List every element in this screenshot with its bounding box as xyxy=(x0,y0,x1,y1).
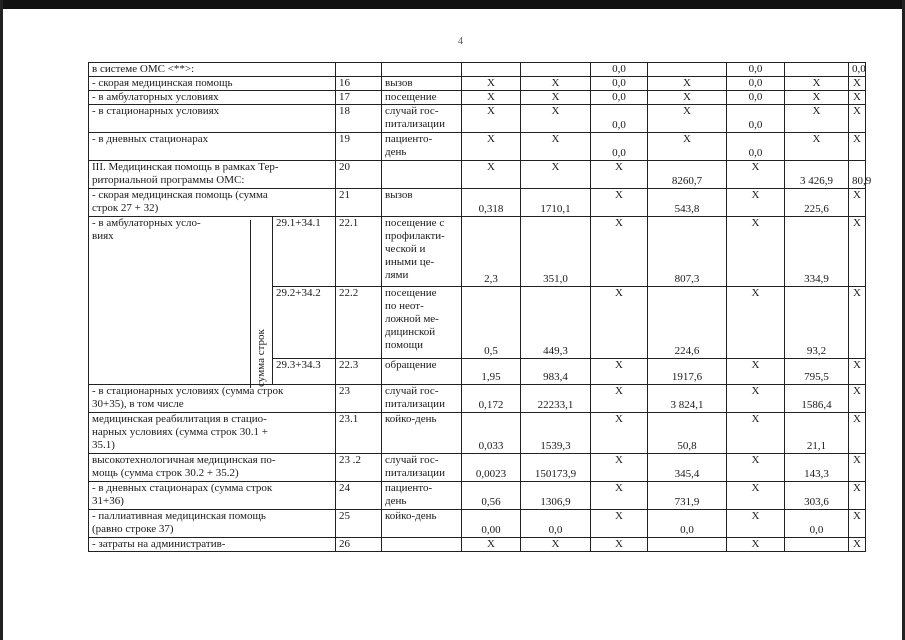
row-line: 23.1 xyxy=(336,413,382,454)
row-value: Х xyxy=(849,413,866,454)
row-name: - затраты на административ- xyxy=(89,538,336,552)
row-value: Х xyxy=(591,217,648,287)
row-value xyxy=(785,63,849,77)
row-name: в системе ОМС <**>: xyxy=(89,63,336,77)
row-name: - скорая медицинская помощь (сумма строк 27 + 32) xyxy=(89,189,336,217)
row-value: 1917,6 xyxy=(648,359,727,385)
row-value: Х xyxy=(521,538,591,552)
page-number: 4 xyxy=(458,36,463,47)
row-value: 2,3 xyxy=(462,217,521,287)
row-value: 807,3 xyxy=(648,217,727,287)
row-name: медицинская реабилитация в стацио- нарных условиях (сумма строк 30.1 + 35.1) xyxy=(89,413,336,454)
row-line: 22.3 xyxy=(336,359,382,385)
row-value: 1586,4 xyxy=(785,385,849,413)
table-row xyxy=(89,538,866,552)
row-name: - в дневных стационарах (сумма строк 31+36) xyxy=(89,482,336,510)
row-line: 24 xyxy=(336,482,382,510)
row-unit: койко-день xyxy=(382,413,462,454)
row-value: Х xyxy=(591,287,648,359)
row-value: Х xyxy=(727,161,785,189)
row-unit: посещение с профилакти- ческой и иными це- лями xyxy=(382,217,462,287)
row-value: 351,0 xyxy=(521,217,591,287)
row-unit xyxy=(382,161,462,189)
row-unit: вызов xyxy=(382,77,462,91)
row-unit: пациенто- день xyxy=(382,133,462,161)
row-sub: 29.1+34.1 xyxy=(273,217,336,287)
row-value: 0,0 xyxy=(591,63,648,77)
row-unit: вызов xyxy=(382,189,462,217)
row-value: Х xyxy=(591,538,648,552)
row-value xyxy=(785,538,849,552)
row-value: Х xyxy=(462,91,521,105)
row-value: 0,0023 xyxy=(462,454,521,482)
table-row xyxy=(89,63,866,77)
row-value: Х xyxy=(785,91,849,105)
row-value: 0,0 xyxy=(727,105,785,133)
row-line: 26 xyxy=(336,538,382,552)
table-row xyxy=(89,189,866,217)
row-value: Х xyxy=(521,161,591,189)
row-value: Х xyxy=(849,91,866,105)
row-value: 224,6 xyxy=(648,287,727,359)
group-vertical-label-box xyxy=(250,220,271,388)
row-value: Х xyxy=(591,385,648,413)
row-value: Х xyxy=(849,385,866,413)
row-value: 0,0 xyxy=(727,91,785,105)
row-value: Х xyxy=(727,385,785,413)
table-row xyxy=(89,385,866,413)
row-value: Х xyxy=(849,77,866,91)
row-value: 22233,1 xyxy=(521,385,591,413)
row-line: 22.1 xyxy=(336,217,382,287)
row-value: 449,3 xyxy=(521,287,591,359)
table-row xyxy=(89,413,866,454)
row-line: 21 xyxy=(336,189,382,217)
row-value: 80,9 xyxy=(849,161,866,189)
row-value: Х xyxy=(591,482,648,510)
row-value: Х xyxy=(521,77,591,91)
row-value: Х xyxy=(462,538,521,552)
row-line: 20 xyxy=(336,161,382,189)
table-row xyxy=(89,133,866,161)
row-value: Х xyxy=(849,287,866,359)
row-line: 16 xyxy=(336,77,382,91)
row-value: 543,8 xyxy=(648,189,727,217)
row-unit xyxy=(382,538,462,552)
row-value: Х xyxy=(591,510,648,538)
row-value: 0,172 xyxy=(462,385,521,413)
row-value: 0,0 xyxy=(727,133,785,161)
row-line xyxy=(336,63,382,77)
row-sub: 29.2+34.2 xyxy=(273,287,336,359)
row-value: Х xyxy=(591,359,648,385)
row-unit: посещение по неот- ложной ме- дицинской помощи xyxy=(382,287,462,359)
row-value: Х xyxy=(462,133,521,161)
row-name: - в стационарных условиях xyxy=(89,105,336,133)
table-row xyxy=(89,454,866,482)
row-value: Х xyxy=(727,510,785,538)
row-value: 345,4 xyxy=(648,454,727,482)
row-value: 0,0 xyxy=(727,63,785,77)
row-value: 225,6 xyxy=(785,189,849,217)
row-value: Х xyxy=(849,189,866,217)
row-value: Х xyxy=(849,359,866,385)
row-value: Х xyxy=(849,454,866,482)
table-row xyxy=(89,217,866,287)
row-value: Х xyxy=(591,454,648,482)
data-table xyxy=(88,62,872,552)
row-value: Х xyxy=(727,189,785,217)
row-value: 0,318 xyxy=(462,189,521,217)
row-value: 8260,7 xyxy=(648,161,727,189)
table-row xyxy=(89,77,866,91)
row-value: Х xyxy=(648,133,727,161)
row-value: Х xyxy=(785,133,849,161)
row-value: 0,033 xyxy=(462,413,521,454)
row-value xyxy=(648,63,727,77)
row-value: Х xyxy=(849,217,866,287)
row-value: Х xyxy=(727,482,785,510)
row-value: 0,0 xyxy=(727,77,785,91)
row-value: Х xyxy=(785,77,849,91)
row-value xyxy=(648,538,727,552)
row-value: Х xyxy=(521,105,591,133)
row-value: Х xyxy=(727,538,785,552)
row-line: 18 xyxy=(336,105,382,133)
row-sub: 29.3+34.3 xyxy=(273,359,336,385)
row-value: 0,0 xyxy=(591,133,648,161)
row-value: 0,56 xyxy=(462,482,521,510)
row-value: Х xyxy=(462,77,521,91)
group-name: - в амбулаторных усло- виях xyxy=(89,217,273,385)
row-value: 0,5 xyxy=(462,287,521,359)
row-value: 3 426,9 xyxy=(785,161,849,189)
row-name: - в стационарных условиях (сумма строк 30+35), в том числе xyxy=(89,385,336,413)
scan-border-left xyxy=(0,0,3,640)
row-name: III. Медицинская помощь в рамках Тер- риториальной программы ОМС: xyxy=(89,161,336,189)
row-value: 143,3 xyxy=(785,454,849,482)
row-name: высокотехнологичная медицинская по- мощь (сумма строк 30.2 + 35.2) xyxy=(89,454,336,482)
row-line: 19 xyxy=(336,133,382,161)
row-name: - скорая медицинская помощь xyxy=(89,77,336,91)
group-vertical-label: сумма строк xyxy=(255,329,267,387)
scan-border-top xyxy=(0,0,905,9)
row-value: Х xyxy=(727,287,785,359)
table-row xyxy=(89,91,866,105)
row-value: Х xyxy=(591,413,648,454)
row-value: 50,8 xyxy=(648,413,727,454)
row-value: Х xyxy=(462,105,521,133)
table-row xyxy=(89,482,866,510)
row-unit: случай гос- питализации xyxy=(382,385,462,413)
row-value: 0,0 xyxy=(849,63,866,77)
row-value: Х xyxy=(462,161,521,189)
row-value: Х xyxy=(849,133,866,161)
row-line: 25 xyxy=(336,510,382,538)
row-value: 1306,9 xyxy=(521,482,591,510)
row-value: Х xyxy=(648,91,727,105)
row-unit: случай гос- питализации xyxy=(382,454,462,482)
row-value: 0,00 xyxy=(462,510,521,538)
row-line: 17 xyxy=(336,91,382,105)
row-line: 23 xyxy=(336,385,382,413)
row-name: - в дневных стационарах xyxy=(89,133,336,161)
row-value: 303,6 xyxy=(785,482,849,510)
row-value: 0,0 xyxy=(648,510,727,538)
row-value: Х xyxy=(648,105,727,133)
row-line: 23 .2 xyxy=(336,454,382,482)
row-value: Х xyxy=(849,538,866,552)
row-value: Х xyxy=(591,161,648,189)
row-value: 0,0 xyxy=(785,510,849,538)
row-value: 1,95 xyxy=(462,359,521,385)
row-value: Х xyxy=(849,482,866,510)
row-value: 731,9 xyxy=(648,482,727,510)
row-value: 0,0 xyxy=(591,105,648,133)
row-value: 795,5 xyxy=(785,359,849,385)
row-value: 1539,3 xyxy=(521,413,591,454)
row-value: Х xyxy=(727,413,785,454)
row-value: Х xyxy=(849,105,866,133)
row-value: Х xyxy=(727,454,785,482)
row-value: 0,0 xyxy=(591,77,648,91)
row-value xyxy=(462,63,521,77)
row-unit: койко-день xyxy=(382,510,462,538)
row-value: Х xyxy=(521,91,591,105)
row-unit: обращение xyxy=(382,359,462,385)
table-row xyxy=(89,510,866,538)
row-line: 22.2 xyxy=(336,287,382,359)
row-value: 1710,1 xyxy=(521,189,591,217)
row-unit: посещение xyxy=(382,91,462,105)
row-value: Х xyxy=(521,133,591,161)
row-name: - в амбулаторных условиях xyxy=(89,91,336,105)
row-value: Х xyxy=(849,510,866,538)
row-value: Х xyxy=(727,359,785,385)
row-value: Х xyxy=(727,217,785,287)
row-value: 150173,9 xyxy=(521,454,591,482)
row-unit: пациенто- день xyxy=(382,482,462,510)
row-value: 93,2 xyxy=(785,287,849,359)
table-row xyxy=(89,161,866,189)
row-value: 334,9 xyxy=(785,217,849,287)
row-value: Х xyxy=(785,105,849,133)
row-unit: случай гос- питализации xyxy=(382,105,462,133)
row-value: 3 824,1 xyxy=(648,385,727,413)
row-value: 983,4 xyxy=(521,359,591,385)
row-value: 0,0 xyxy=(521,510,591,538)
row-value: 0,0 xyxy=(591,91,648,105)
row-value: Х xyxy=(591,189,648,217)
row-unit xyxy=(382,63,462,77)
row-name: - паллиативная медицинская помощь (равно строке 37) xyxy=(89,510,336,538)
row-value xyxy=(521,63,591,77)
row-value: Х xyxy=(648,77,727,91)
row-value: 21,1 xyxy=(785,413,849,454)
table-row xyxy=(89,105,866,133)
